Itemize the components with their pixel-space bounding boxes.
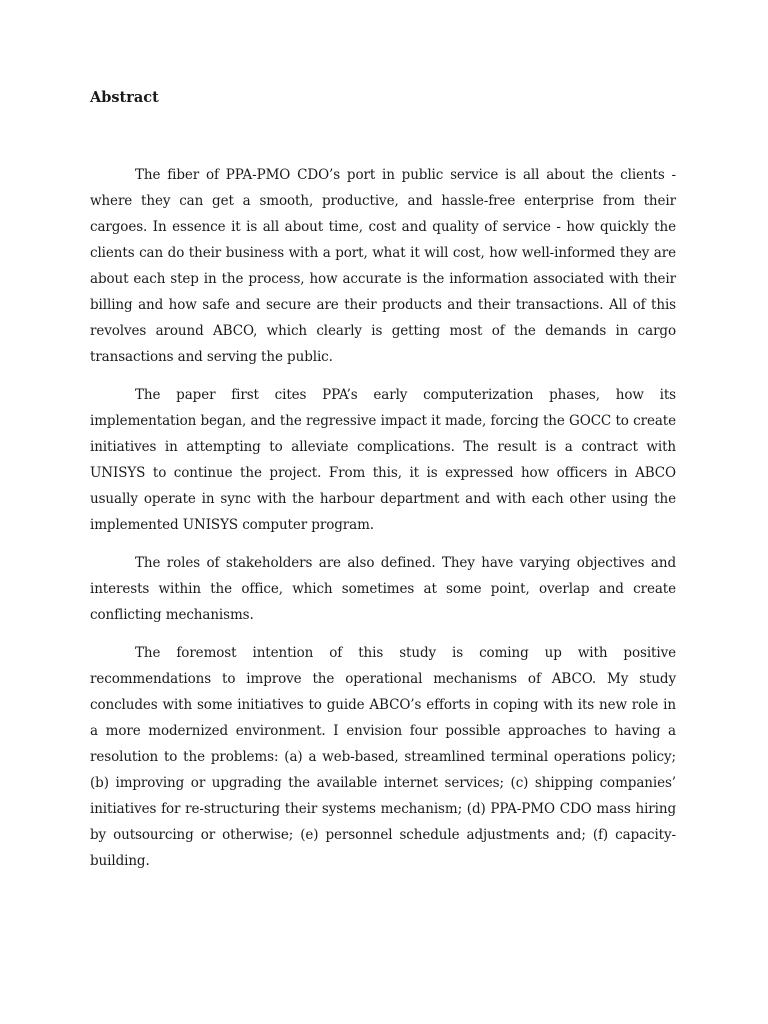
- abstract-heading: Abstract: [90, 89, 159, 106]
- abstract-paragraph-3: The roles of stakeholders are also defined. They have varying objectives and interests within the office, which sometimes at some point, overlap and create conflicting mechanisms.: [90, 555, 676, 623]
- abstract-paragraph-2: The paper first cites PPA’s early computerization phases, how its implementation began, and the regressive impact it made, forcing the GOCC to create initiatives in attempting to alleviate complications. The result is a contract with UNISYS to continue the project. From this, it is expressed how officers in ABCO usually operate in sync with the harbour department and with each other using the implemented UNISYS computer program.: [90, 387, 676, 533]
- abstract-paragraph-1: The fiber of PPA-PMO CDO’s port in public service is all about the clients - where they can get a smooth, productive, and hassle-free enterprise from their cargoes. In essence it is all about time, cost and quality of service - how quickly the clients can do their business with a port, what it will cost, how well-informed they are about each step in the process, how accurate is the information associated with their billing and how safe and secure are their products and their transactions. All of this revolves around ABCO, which clearly is getting most of the demands in cargo transactions and serving the public.: [90, 167, 676, 365]
- abstract-body: [90, 162, 676, 886]
- abstract-paragraph-4: The foremost intention of this study is coming up with positive recommendations to improve the operational mechanisms of ABCO. My study concludes with some initiatives to guide ABCO’s efforts in coping with its new role in a more modernized environment. I envision four possible approaches to having a resolution to the problems: (a) a web-based, streamlined terminal operations policy; (b) improving or upgrading the available internet services; (c) shipping companies’ initiatives for re-structuring their systems mechanism; (d) PPA-PMO CDO mass hiring by outsourcing or otherwise; (e) personnel schedule adjustments and; (f) capacity-building.: [90, 645, 676, 869]
